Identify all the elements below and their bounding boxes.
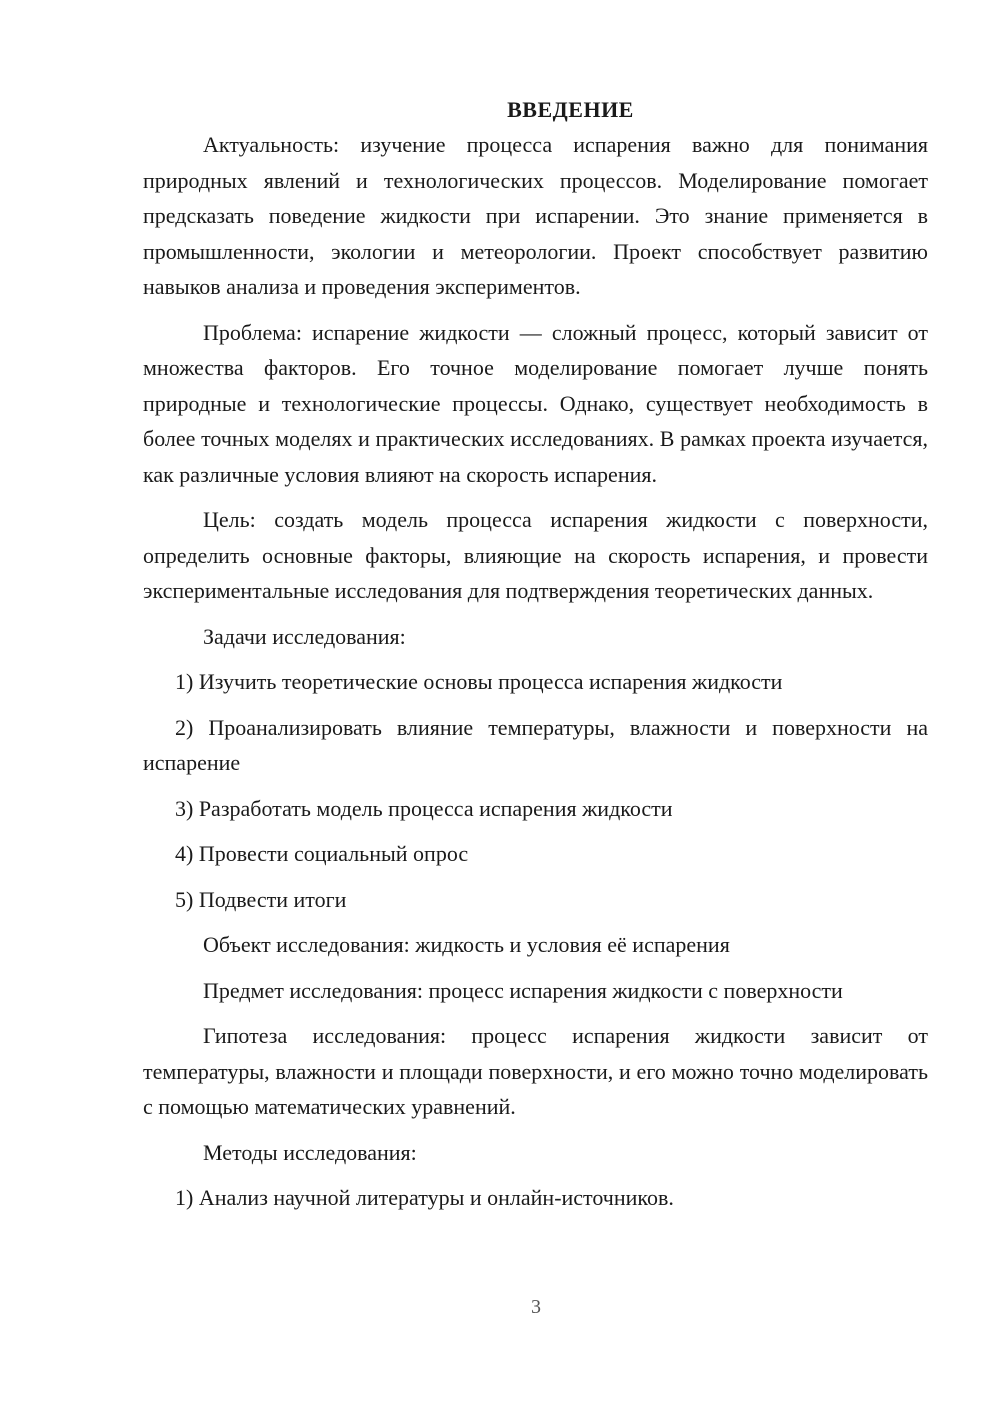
goal-paragraph: Цель: создать модель процесса испарения жидкости с поверхности, определить основные факторы, влияющие на скорость испарения, и провести экспериментальные исследования для подтверждения теоретических данных. (143, 507, 928, 603)
task-item: 3) Разработать модель процесса испарения жидкости (175, 795, 673, 821)
page-number: 3 (531, 1296, 541, 1318)
methods-heading: Методы исследования: (203, 1139, 417, 1165)
section-heading: ВВЕДЕНИЕ (507, 97, 634, 122)
task-item: 4) Провести социальный опрос (175, 841, 469, 866)
research-subject: Предмет исследования: процесс испарения жидкости с поверхности (203, 977, 843, 1003)
relevance-paragraph: Актуальность: изучение процесса испарения важно для понимания природных явлений и технологических процессов. Моделирование помогает предсказать поведение жидкости при испарении. Это знание применяется в промышленности, экологии и метеорологии. Проект способствует развитию навыков анализа и проведения экспериментов. (143, 132, 928, 299)
hypothesis-paragraph: Гипотеза исследования: процесс испарения жидкости зависит от температуры, влажности и площади поверхности, и его можно точно моделировать с помощью математических уравнений. (143, 1023, 928, 1119)
tasks-heading: Задачи исследования: (203, 623, 406, 649)
task-item: 1) Изучить теоретические основы процесса испарения жидкости (175, 669, 783, 694)
problem-paragraph: Проблема: испарение жидкости — сложный процесс, который зависит от множества факторов. Его точное моделирование помогает лучше понять природные и технологические процессы. Однако, существует необходимость в более точных моделях и практических исследованиях. В рамках проекта изучается, как различные условия влияют на скорость испарения. (143, 319, 928, 487)
task-item: 2) Проанализировать влияние температуры, влажности и поверхности на испарение (143, 714, 928, 775)
task-item: 5) Подвести итоги (175, 886, 347, 912)
method-item: 1) Анализ научной литературы и онлайн-источников. (175, 1185, 674, 1210)
research-object: Объект исследования: жидкость и условия её испарения (203, 932, 730, 957)
document-body (143, 92, 928, 1226)
